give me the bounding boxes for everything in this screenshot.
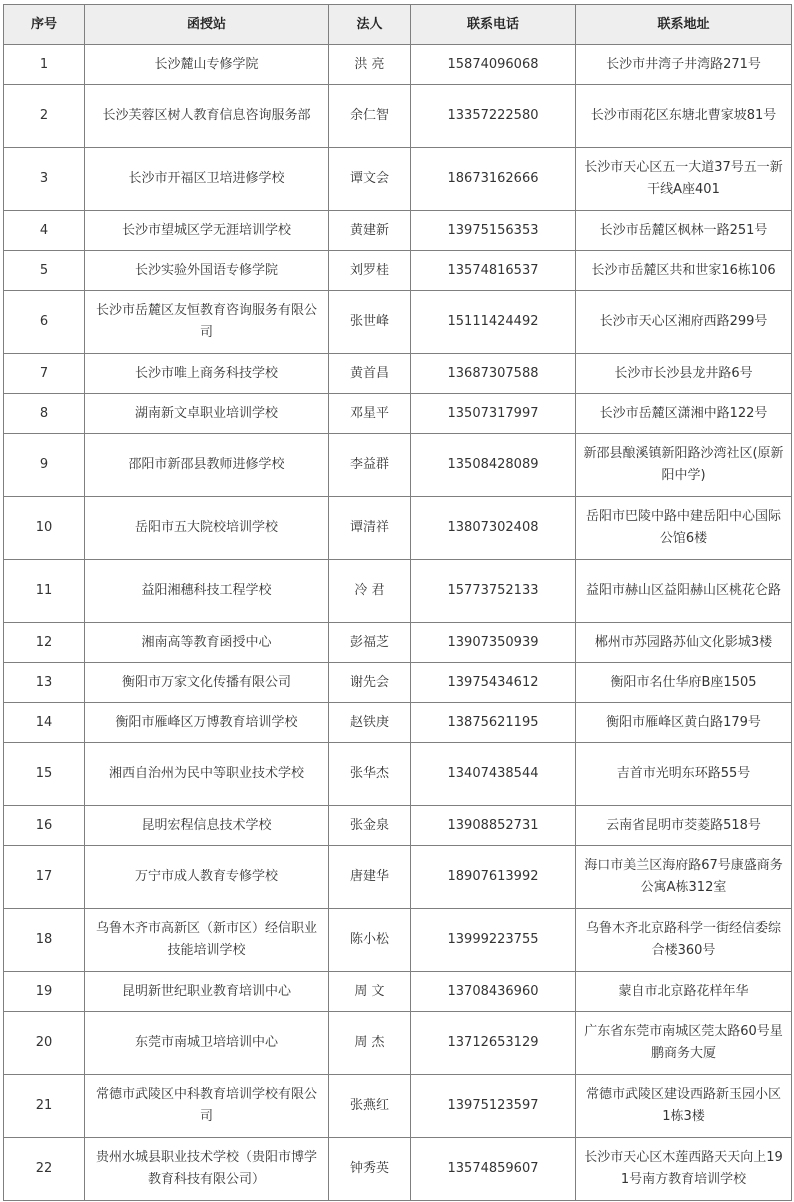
cell-address: 海口市美兰区海府路67号康盛商务公寓A栋312室 (576, 846, 792, 909)
table-row (4, 1075, 792, 1138)
table-row (4, 434, 792, 497)
table-row (4, 291, 792, 354)
cell-station: 万宁市成人教育专修学校 (85, 846, 329, 909)
header-address: 联系地址 (576, 5, 792, 45)
cell-station: 湘南高等教育函授中心 (85, 623, 329, 663)
cell-address: 衡阳市雁峰区黄白路179号 (576, 703, 792, 743)
cell-address: 岳阳市巴陵中路中建岳阳中心国际公馆6楼 (576, 497, 792, 560)
cell-legal-person: 张金泉 (329, 806, 411, 846)
cell-station: 长沙麓山专修学院 (85, 45, 329, 85)
cell-phone: 13807302408 (411, 497, 576, 560)
cell-station: 岳阳市五大院校培训学校 (85, 497, 329, 560)
cell-address: 吉首市光明东环路55号 (576, 743, 792, 806)
table-row (4, 394, 792, 434)
cell-phone: 13508428089 (411, 434, 576, 497)
table-row (4, 85, 792, 148)
table-row (4, 909, 792, 972)
cell-number: 13 (4, 663, 85, 703)
cell-number: 1 (4, 45, 85, 85)
cell-legal-person: 周 文 (329, 972, 411, 1012)
cell-address: 衡阳市名仕华府B座1505 (576, 663, 792, 703)
cell-address: 云南省昆明市茭菱路518号 (576, 806, 792, 846)
table-row (4, 354, 792, 394)
cell-number: 5 (4, 251, 85, 291)
table-row (4, 846, 792, 909)
cell-station: 长沙芙蓉区树人教育信息咨询服务部 (85, 85, 329, 148)
cell-number: 4 (4, 211, 85, 251)
cell-number: 14 (4, 703, 85, 743)
table-row (4, 806, 792, 846)
header-legal-person: 法人 (329, 5, 411, 45)
cell-address: 郴州市苏园路苏仙文化影城3楼 (576, 623, 792, 663)
cell-address: 长沙市天心区木莲西路天天向上191号南方教育培训学校 (576, 1138, 792, 1201)
cell-phone: 18673162666 (411, 148, 576, 211)
cell-legal-person: 刘罗桂 (329, 251, 411, 291)
cell-legal-person: 洪 亮 (329, 45, 411, 85)
cell-address: 常德市武陵区建设西路新玉园小区1栋3楼 (576, 1075, 792, 1138)
cell-legal-person: 张世峰 (329, 291, 411, 354)
cell-number: 16 (4, 806, 85, 846)
cell-legal-person: 钟秀英 (329, 1138, 411, 1201)
cell-legal-person: 谭清祥 (329, 497, 411, 560)
cell-address: 长沙市天心区湘府西路299号 (576, 291, 792, 354)
header-number: 序号 (4, 5, 85, 45)
cell-station: 长沙市唯上商务科技学校 (85, 354, 329, 394)
cell-number: 6 (4, 291, 85, 354)
cell-station: 贵州水城县职业技术学校（贵阳市博学教育科技有限公司） (85, 1138, 329, 1201)
table-row (4, 560, 792, 623)
table-row (4, 148, 792, 211)
cell-legal-person: 李益群 (329, 434, 411, 497)
cell-number: 17 (4, 846, 85, 909)
cell-number: 10 (4, 497, 85, 560)
cell-legal-person: 黄建新 (329, 211, 411, 251)
cell-station: 湖南新文卓职业培训学校 (85, 394, 329, 434)
table-row (4, 497, 792, 560)
header-phone: 联系电话 (411, 5, 576, 45)
cell-phone: 13574816537 (411, 251, 576, 291)
table-row (4, 743, 792, 806)
cell-legal-person: 唐建华 (329, 846, 411, 909)
cell-phone: 13574859607 (411, 1138, 576, 1201)
cell-legal-person: 黄首昌 (329, 354, 411, 394)
table-row (4, 972, 792, 1012)
table-row (4, 703, 792, 743)
cell-phone: 13907350939 (411, 623, 576, 663)
cell-address: 长沙市雨花区东塘北曹家坡81号 (576, 85, 792, 148)
cell-legal-person: 彭福芝 (329, 623, 411, 663)
cell-station: 益阳湘穗科技工程学校 (85, 560, 329, 623)
cell-number: 2 (4, 85, 85, 148)
cell-phone: 13712653129 (411, 1012, 576, 1075)
cell-number: 22 (4, 1138, 85, 1201)
cell-station: 常德市武陵区中科教育培训学校有限公司 (85, 1075, 329, 1138)
cell-legal-person: 赵铁庚 (329, 703, 411, 743)
cell-station: 乌鲁木齐市高新区（新市区）经信职业技能培训学校 (85, 909, 329, 972)
cell-address: 新邵县酿溪镇新阳路沙湾社区(原新阳中学) (576, 434, 792, 497)
cell-station: 湘西自治州为民中等职业技术学校 (85, 743, 329, 806)
cell-station: 衡阳市雁峰区万博教育培训学校 (85, 703, 329, 743)
cell-phone: 13687307588 (411, 354, 576, 394)
cell-legal-person: 邓星平 (329, 394, 411, 434)
cell-station: 长沙市岳麓区友恒教育咨询服务有限公司 (85, 291, 329, 354)
cell-address: 长沙市天心区五一大道37号五一新干线A座401 (576, 148, 792, 211)
cell-station: 长沙市开福区卫培进修学校 (85, 148, 329, 211)
cell-address: 益阳市赫山区益阳赫山区桃花仑路 (576, 560, 792, 623)
cell-legal-person: 张燕红 (329, 1075, 411, 1138)
cell-address: 蒙自市北京路花样年华 (576, 972, 792, 1012)
correspondence-stations-table (3, 4, 792, 1201)
cell-legal-person: 余仁智 (329, 85, 411, 148)
cell-number: 12 (4, 623, 85, 663)
cell-phone: 13975434612 (411, 663, 576, 703)
table-row (4, 1012, 792, 1075)
cell-number: 20 (4, 1012, 85, 1075)
cell-phone: 18907613992 (411, 846, 576, 909)
header-station: 函授站 (85, 5, 329, 45)
cell-phone: 13999223755 (411, 909, 576, 972)
cell-number: 15 (4, 743, 85, 806)
table-row (4, 663, 792, 703)
cell-phone: 15111424492 (411, 291, 576, 354)
table-header-row (4, 5, 792, 45)
cell-legal-person: 谭文会 (329, 148, 411, 211)
cell-phone: 13908852731 (411, 806, 576, 846)
cell-phone: 13507317997 (411, 394, 576, 434)
cell-number: 3 (4, 148, 85, 211)
cell-station: 东莞市南城卫培培训中心 (85, 1012, 329, 1075)
cell-legal-person: 周 杰 (329, 1012, 411, 1075)
table-row (4, 623, 792, 663)
cell-station: 邵阳市新邵县教师进修学校 (85, 434, 329, 497)
cell-address: 长沙市岳麓区共和世家16栋106 (576, 251, 792, 291)
cell-number: 7 (4, 354, 85, 394)
cell-number: 21 (4, 1075, 85, 1138)
cell-station: 昆明宏程信息技术学校 (85, 806, 329, 846)
cell-address: 长沙市岳麓区枫林一路251号 (576, 211, 792, 251)
cell-phone: 13407438544 (411, 743, 576, 806)
cell-number: 18 (4, 909, 85, 972)
cell-address: 长沙市长沙县龙井路6号 (576, 354, 792, 394)
cell-phone: 13708436960 (411, 972, 576, 1012)
cell-address: 广东省东莞市南城区莞太路60号星鹏商务大厦 (576, 1012, 792, 1075)
cell-address: 长沙市井湾子井湾路271号 (576, 45, 792, 85)
cell-legal-person: 张华杰 (329, 743, 411, 806)
cell-number: 19 (4, 972, 85, 1012)
table-row (4, 45, 792, 85)
cell-station: 长沙实验外国语专修学院 (85, 251, 329, 291)
cell-legal-person: 陈小松 (329, 909, 411, 972)
table-row (4, 211, 792, 251)
cell-number: 9 (4, 434, 85, 497)
cell-legal-person: 冷 君 (329, 560, 411, 623)
cell-address: 长沙市岳麓区潇湘中路122号 (576, 394, 792, 434)
table-row (4, 251, 792, 291)
cell-number: 8 (4, 394, 85, 434)
cell-legal-person: 谢先会 (329, 663, 411, 703)
cell-phone: 15874096068 (411, 45, 576, 85)
cell-phone: 15773752133 (411, 560, 576, 623)
cell-address: 乌鲁木齐北京路科学一街经信委综合楼360号 (576, 909, 792, 972)
cell-phone: 13875621195 (411, 703, 576, 743)
cell-phone: 13975156353 (411, 211, 576, 251)
cell-phone: 13975123597 (411, 1075, 576, 1138)
cell-station: 长沙市望城区学无涯培训学校 (85, 211, 329, 251)
table-row (4, 1138, 792, 1201)
cell-phone: 13357222580 (411, 85, 576, 148)
cell-station: 昆明新世纪职业教育培训中心 (85, 972, 329, 1012)
cell-station: 衡阳市万家文化传播有限公司 (85, 663, 329, 703)
cell-number: 11 (4, 560, 85, 623)
